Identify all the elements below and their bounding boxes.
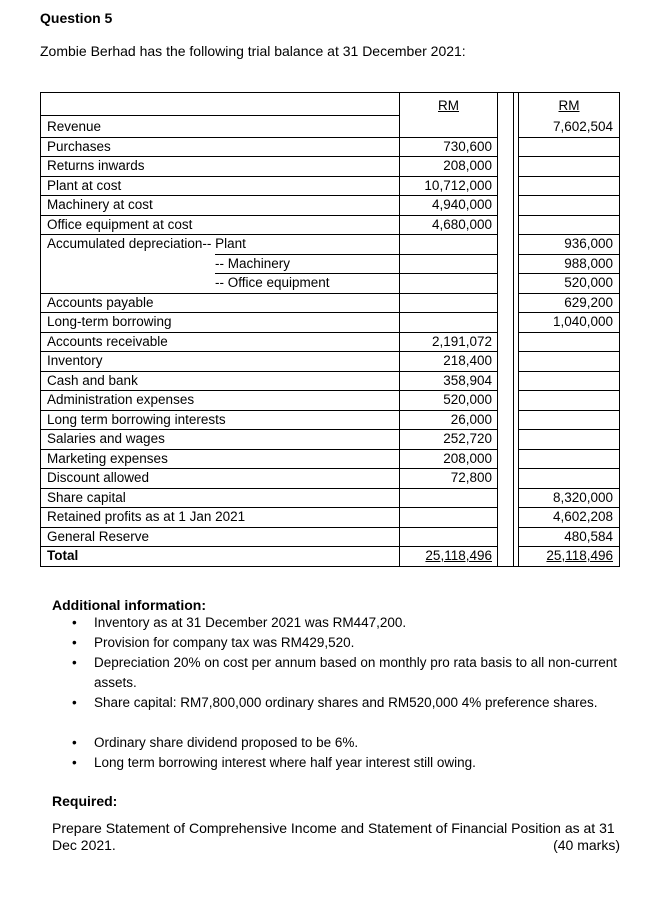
debit-divider <box>399 176 497 177</box>
credit-divider <box>518 234 620 235</box>
credit-divider <box>518 351 620 352</box>
row-divider <box>40 488 399 489</box>
row-divider <box>40 215 399 216</box>
row-debit: 730,600 <box>443 138 492 154</box>
credit-divider <box>518 137 620 138</box>
info-item-depreciation: Depreciation 20% on cost per annum based on monthly pro rata basis to all non-current assets. <box>94 655 618 690</box>
debit-divider <box>399 507 497 508</box>
credit-divider <box>518 410 620 411</box>
debit-divider <box>399 488 497 489</box>
debit-divider <box>399 527 497 528</box>
debit-divider <box>399 429 497 430</box>
row-debit: 4,680,000 <box>431 216 492 232</box>
row-label: Salaries and wages <box>47 431 165 446</box>
row-label: Long-term borrowing <box>47 314 172 329</box>
row-divider <box>215 254 399 255</box>
credit-divider <box>518 390 620 391</box>
row-label: Marketing expenses <box>47 450 168 466</box>
row-label: Revenue <box>47 119 102 134</box>
row-divider <box>40 195 399 196</box>
row-divider <box>40 176 399 177</box>
debit-divider <box>399 546 497 547</box>
row-label: Machinery at cost <box>47 197 153 212</box>
row-divider <box>40 293 399 294</box>
row-divider <box>40 429 399 430</box>
row-debit: 520,000 <box>443 392 492 407</box>
row-debit: 26,000 <box>450 411 492 427</box>
row-debit: 72,800 <box>450 470 492 485</box>
debit-header: RM <box>438 98 459 113</box>
row-label: Purchases <box>47 138 111 154</box>
row-label: Retained profits as at 1 Jan 2021 <box>47 509 246 524</box>
row-divider <box>40 507 399 508</box>
debit-divider <box>399 195 497 196</box>
row-divider <box>40 410 399 411</box>
credit-divider <box>518 254 620 255</box>
row-label: General Reserve <box>47 528 150 544</box>
debit-divider <box>399 371 497 372</box>
row-label: Long term borrowing interests <box>47 411 226 427</box>
row-divider <box>40 351 399 352</box>
debit-divider <box>399 449 497 450</box>
info-item-tax: Provision for company tax was RM429,520. <box>94 635 355 650</box>
credit-header: RM <box>558 98 580 113</box>
debit-divider <box>399 137 497 138</box>
row-divider <box>40 156 399 157</box>
credit-divider <box>518 293 620 294</box>
bullet-dot: • <box>72 635 77 650</box>
credit-divider <box>518 546 620 547</box>
bullet-dot: • <box>72 735 77 750</box>
credit-divider <box>518 429 620 430</box>
required-title: Required: <box>52 793 118 809</box>
bullet-dot: • <box>72 755 77 770</box>
debit-divider <box>399 351 497 352</box>
question-title: Question 5 <box>40 10 113 26</box>
debit-divider <box>399 215 497 216</box>
row-divider <box>40 468 399 469</box>
credit-divider <box>518 195 620 196</box>
row-label: Administration expenses <box>47 392 195 407</box>
row-divider <box>40 312 399 313</box>
bullet-dot: • <box>72 615 77 630</box>
row-divider <box>40 332 399 333</box>
row-label: Returns inwards <box>47 158 145 173</box>
debit-divider <box>399 156 497 157</box>
row-divider <box>40 390 399 391</box>
debit-divider <box>399 390 497 391</box>
row-debit: 218,400 <box>443 353 492 368</box>
credit-divider <box>518 273 620 274</box>
row-label: Cash and bank <box>47 372 138 388</box>
marks-label: (40 marks) <box>553 837 620 853</box>
row-divider <box>40 234 399 235</box>
row-debit: 2,191,072 <box>431 333 492 349</box>
row-divider <box>40 449 399 450</box>
debit-divider <box>399 293 497 294</box>
row-label: Accounts receivable <box>47 333 168 349</box>
credit-divider <box>518 371 620 372</box>
intro-text: Zombie Berhad has the following trial balance at 31 December 2021: <box>40 43 466 59</box>
row-credit: 1,040,000 <box>552 314 613 329</box>
bullet-dot: • <box>72 695 77 710</box>
row-credit: 936,000 <box>564 236 613 251</box>
header-divider <box>40 115 399 116</box>
credit-divider <box>518 156 620 157</box>
debit-divider <box>399 332 497 333</box>
credit-divider <box>518 332 620 333</box>
credit-divider <box>518 488 620 489</box>
row-credit: 7,602,504 <box>552 119 613 134</box>
row-divider <box>215 273 399 274</box>
row-label: Inventory <box>47 353 103 368</box>
credit-divider <box>518 527 620 528</box>
info-item-inventory: Inventory as at 31 December 2021 was RM447,200. <box>94 615 407 630</box>
row-credit: 8,320,000 <box>552 489 613 505</box>
row-label: Total <box>47 548 79 563</box>
debit-col-right-line <box>497 92 498 567</box>
row-debit: 4,940,000 <box>431 197 492 212</box>
row-debit: 252,720 <box>443 431 492 446</box>
row-label: Plant at cost <box>47 177 122 193</box>
row-label: -- Office equipment <box>215 275 330 290</box>
row-label: -- Machinery <box>215 255 291 271</box>
info-item-dividend: Ordinary share dividend proposed to be 6%. <box>94 735 359 750</box>
debit-divider <box>399 468 497 469</box>
credit-divider <box>518 215 620 216</box>
debit-divider <box>399 273 497 274</box>
row-divider <box>40 527 399 528</box>
row-label: Share capital <box>47 489 126 505</box>
row-label: Accounts payable <box>47 294 154 310</box>
row-debit: 358,904 <box>443 372 492 388</box>
bullet-dot: • <box>72 655 77 670</box>
credit-divider <box>518 507 620 508</box>
row-debit: 25,118,496 <box>425 548 492 563</box>
additional-info-title: Additional information: <box>52 597 206 613</box>
required-text: Prepare Statement of Comprehensive Income and Statement of Financial Position as at 31 Dec 2021. <box>52 820 615 853</box>
credit-divider <box>518 468 620 469</box>
row-divider <box>40 371 399 372</box>
row-credit: 520,000 <box>564 275 613 290</box>
credit-col-left-line <box>513 92 514 567</box>
row-credit: 988,000 <box>564 255 613 271</box>
row-divider <box>40 137 399 138</box>
credit-divider <box>518 312 620 313</box>
debit-divider <box>399 254 497 255</box>
row-credit: 4,602,208 <box>552 509 613 524</box>
row-credit: 25,118,496 <box>546 548 613 563</box>
row-divider <box>40 546 399 547</box>
debit-divider <box>399 410 497 411</box>
credit-divider <box>518 449 620 450</box>
row-label: Discount allowed <box>47 470 150 485</box>
row-credit: 480,584 <box>564 528 613 544</box>
debit-divider <box>399 312 497 313</box>
info-item-interest: Long term borrowing interest where half year interest still owing. <box>94 755 476 770</box>
credit-divider <box>518 176 620 177</box>
row-credit: 629,200 <box>564 294 613 310</box>
info-item-share-capital: Share capital: RM7,800,000 ordinary shares and RM520,000 4% preference shares. <box>94 695 598 710</box>
debit-divider <box>399 234 497 235</box>
row-debit: 208,000 <box>443 158 492 173</box>
row-label: Office equipment at cost <box>47 216 193 232</box>
row-debit: 208,000 <box>443 450 492 466</box>
row-debit: 10,712,000 <box>424 177 492 193</box>
row-label: Accumulated depreciation-- Plant <box>47 236 246 251</box>
